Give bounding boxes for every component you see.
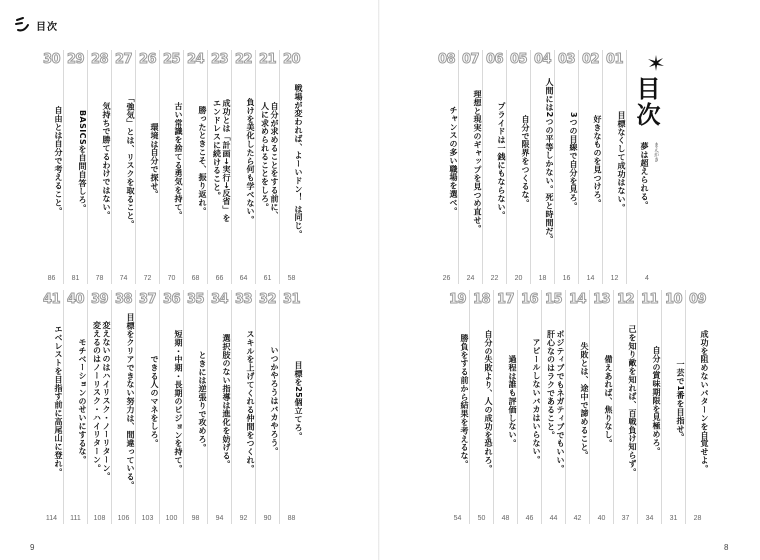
page-header bbox=[14, 16, 58, 34]
entry-title: アピールしないバカはいらない。 bbox=[532, 338, 541, 464]
entry-page: 108 bbox=[93, 515, 106, 522]
toc-entry bbox=[565, 290, 589, 524]
toc-entry bbox=[87, 290, 111, 524]
entry-title: 勝負をする前から結果を考えるな。 bbox=[460, 333, 469, 469]
entry-number: 18 bbox=[472, 292, 491, 307]
entry-page: 70 bbox=[167, 275, 176, 282]
toc-entry bbox=[255, 50, 279, 284]
entry-number: 25 bbox=[162, 52, 181, 67]
entry-title: 目標をクリアできない努力は、間違っている。 bbox=[126, 312, 135, 490]
entry-page: 50 bbox=[477, 515, 486, 522]
entry-title: 成功とは「計画→実行→反省」を エンドレスに続けること。 bbox=[212, 99, 231, 223]
entry-page: 86 bbox=[47, 275, 56, 282]
entry-page: 111 bbox=[70, 515, 81, 522]
entry-number: 06 bbox=[485, 52, 504, 67]
entry-page: 66 bbox=[215, 275, 224, 282]
entry-number: 38 bbox=[114, 292, 133, 307]
entry-number: 11 bbox=[640, 292, 659, 307]
entry-number: 02 bbox=[581, 52, 600, 67]
burst-accent-icon bbox=[647, 54, 665, 72]
toc-entry bbox=[63, 290, 87, 524]
toc-entry bbox=[469, 290, 493, 524]
toc-block-right-top bbox=[435, 50, 667, 284]
entry-number: 40 bbox=[66, 292, 85, 307]
toc-entry bbox=[279, 290, 303, 524]
entry-page: 34 bbox=[645, 515, 654, 522]
preface-page: 4 bbox=[645, 275, 649, 282]
burst-logo-icon bbox=[14, 16, 32, 34]
entry-title: 過程は誰も評価しない。 bbox=[508, 354, 517, 448]
entry-page: 44 bbox=[549, 515, 558, 522]
entry-number: 10 bbox=[664, 292, 683, 307]
entry-title: モチベーションのせいにするな。 bbox=[78, 338, 87, 464]
entry-title: 目標を25個立てろ。 bbox=[294, 361, 303, 441]
entry-page: 40 bbox=[597, 515, 606, 522]
toc-entry bbox=[661, 290, 685, 524]
entry-title: いつかやろうはバカやろう。 bbox=[270, 346, 279, 456]
entry-number: 34 bbox=[210, 292, 229, 307]
toc-entry bbox=[685, 290, 709, 524]
entry-number: 30 bbox=[42, 52, 61, 67]
right-page bbox=[380, 0, 760, 560]
entry-page: 92 bbox=[239, 515, 248, 522]
toc-entry bbox=[207, 290, 231, 524]
entry-title: 自分の賞味期限を見極めろ。 bbox=[652, 346, 661, 456]
entry-title: プライドは一銭にもならない。 bbox=[497, 102, 506, 220]
entry-number: 08 bbox=[437, 52, 456, 67]
entry-number: 03 bbox=[557, 52, 576, 67]
toc-entry bbox=[255, 290, 279, 524]
entry-title: 気持ちで勝てるわけではない。 bbox=[102, 102, 111, 220]
entry-title: できる人のマネをしろ。 bbox=[150, 354, 159, 448]
entry-title: 一芸で1番を目指せ。 bbox=[676, 360, 685, 442]
toc-entry bbox=[458, 50, 482, 284]
entry-page: 16 bbox=[562, 275, 571, 282]
entry-number: 33 bbox=[234, 292, 253, 307]
entry-number: 37 bbox=[138, 292, 157, 307]
entry-title: スキルを上げてくれる仲間をつくれ。 bbox=[246, 329, 255, 473]
entry-title: 選択肢のない指導は進化を妨げる。 bbox=[222, 333, 231, 469]
toc-block-right-bottom bbox=[446, 290, 709, 524]
entry-number: 04 bbox=[533, 52, 552, 67]
entry-page: 64 bbox=[239, 275, 248, 282]
toc-entry bbox=[183, 50, 207, 284]
toc-entry bbox=[111, 50, 135, 284]
toc-entry bbox=[506, 50, 530, 284]
toc-entry bbox=[40, 50, 63, 284]
entry-title: 人間には2つの平等しかない。死と時間だ。 bbox=[545, 78, 554, 244]
entry-title: 負けを美化したら何も学べない。 bbox=[246, 98, 255, 224]
entry-number: 15 bbox=[544, 292, 563, 307]
entry-page: 94 bbox=[215, 515, 224, 522]
entry-page: 98 bbox=[191, 515, 200, 522]
entry-number: 23 bbox=[210, 52, 229, 67]
toc-entry bbox=[87, 50, 111, 284]
toc-heading: 目次 bbox=[632, 76, 660, 128]
entry-title: 古い常識を捨てる勇気を持て。 bbox=[174, 102, 183, 220]
toc-entry bbox=[135, 290, 159, 524]
entry-page: 72 bbox=[143, 275, 152, 282]
entry-number: 09 bbox=[688, 292, 707, 307]
toc-entry bbox=[589, 290, 613, 524]
toc-block-left-top bbox=[40, 50, 303, 284]
entry-number: 31 bbox=[282, 292, 301, 307]
entry-title: 短期・中期・長期のビジョンを持て。 bbox=[174, 329, 183, 473]
entry-number: 41 bbox=[42, 292, 61, 307]
entry-page: 54 bbox=[453, 515, 462, 522]
entry-page: 18 bbox=[538, 275, 547, 282]
entry-title: 戦場が変われば、よーいドン！ は同じ。 bbox=[294, 83, 303, 239]
entry-title: 環境は自分で探せ。 bbox=[150, 123, 159, 199]
entry-number: 22 bbox=[234, 52, 253, 67]
toc-block-left-bottom bbox=[40, 290, 303, 524]
toc-entry bbox=[159, 290, 183, 524]
entry-number: 21 bbox=[258, 52, 277, 67]
toc-entry bbox=[554, 50, 578, 284]
toc-entry bbox=[183, 290, 207, 524]
toc-entry bbox=[135, 50, 159, 284]
entry-number: 28 bbox=[90, 52, 109, 67]
entry-number: 13 bbox=[592, 292, 611, 307]
entry-number: 36 bbox=[162, 292, 181, 307]
entry-number: 01 bbox=[605, 52, 624, 67]
toc-entry bbox=[40, 290, 63, 524]
entry-page: 106 bbox=[117, 515, 130, 522]
entry-number: 07 bbox=[461, 52, 480, 67]
toc-entry bbox=[482, 50, 506, 284]
toc-entry bbox=[231, 50, 255, 284]
entry-number: 39 bbox=[90, 292, 109, 307]
toc-entry bbox=[493, 290, 517, 524]
entry-title: 3つの目線で自分を見ろ。 bbox=[569, 111, 578, 211]
entry-page: 14 bbox=[586, 275, 595, 282]
entry-title: 自由とは自分で考えること。 bbox=[54, 106, 63, 216]
toc-entry bbox=[530, 50, 554, 284]
toc-entry bbox=[279, 50, 303, 284]
entry-title: 理想と現実のギャップを見つめ直せ。 bbox=[473, 89, 482, 233]
page-number-right: 8 bbox=[724, 543, 729, 552]
entry-title: 変えないのはハイリスク・ノーリターン。 変えるのはノーリスク・ハイリターン。 bbox=[92, 321, 111, 481]
entry-page: 74 bbox=[119, 275, 128, 282]
toc-entry bbox=[446, 290, 469, 524]
entry-page: 103 bbox=[141, 515, 154, 522]
entry-number: 16 bbox=[520, 292, 539, 307]
toc-entry bbox=[63, 50, 87, 284]
entry-number: 29 bbox=[66, 52, 85, 67]
entry-number: 19 bbox=[448, 292, 467, 307]
entry-page: 88 bbox=[287, 515, 296, 522]
entry-title: 備えあれば、焦りなし。 bbox=[604, 354, 613, 448]
entry-page: 42 bbox=[573, 515, 582, 522]
entry-number: 32 bbox=[258, 292, 277, 307]
entry-title: 成功を阻めないパターンを自覚せよ。 bbox=[700, 329, 709, 473]
entry-title: ポジティブでもネガティブでもいい。 肝心なのはラクであること。 bbox=[546, 329, 565, 473]
entry-page: 68 bbox=[191, 275, 200, 282]
entry-page: 61 bbox=[263, 275, 272, 282]
entry-number: 14 bbox=[568, 292, 587, 307]
entry-page: 90 bbox=[263, 515, 272, 522]
toc-entry bbox=[541, 290, 565, 524]
entry-page: 26 bbox=[442, 275, 451, 282]
entry-title: ときには逆張りで攻めろ。 bbox=[198, 350, 207, 452]
entry-number: 17 bbox=[496, 292, 515, 307]
entry-title: 目標なくして成功はない。 bbox=[617, 110, 626, 212]
entry-number: 12 bbox=[616, 292, 635, 307]
entry-page: 37 bbox=[621, 515, 630, 522]
entry-page: 48 bbox=[501, 515, 510, 522]
entry-number: 35 bbox=[186, 292, 205, 307]
entry-title: 失敗とは、途中で諦めること。 bbox=[580, 342, 589, 460]
entry-title: 自分で限界をつくるな。 bbox=[521, 114, 530, 208]
entry-page: 46 bbox=[525, 515, 534, 522]
entry-page: 81 bbox=[71, 275, 80, 282]
entry-title: 自分が求めることをする前に、 人に求められることをしろ。 bbox=[260, 102, 279, 220]
toc-entry bbox=[637, 290, 661, 524]
entry-page: 28 bbox=[693, 515, 702, 522]
entry-number: 26 bbox=[138, 52, 157, 67]
entry-title: 「強気」とは、リスクを取ること。 bbox=[126, 93, 135, 229]
entry-number: 05 bbox=[509, 52, 528, 67]
entry-page: 22 bbox=[490, 275, 499, 282]
entry-title: 勝ったときこそ、振り返れ。 bbox=[198, 106, 207, 216]
entry-page: 31 bbox=[669, 515, 678, 522]
header-title: 目次 bbox=[36, 21, 58, 33]
toc-entry bbox=[231, 290, 255, 524]
toc-entry bbox=[517, 290, 541, 524]
toc-entry bbox=[111, 290, 135, 524]
page-number-left: 9 bbox=[30, 543, 35, 552]
entry-page: 78 bbox=[95, 275, 104, 282]
entry-number: 24 bbox=[186, 52, 205, 67]
entry-number: 20 bbox=[282, 52, 301, 67]
preface-title: 夢は超えられる。 bbox=[640, 142, 649, 210]
entry-page: 58 bbox=[287, 275, 296, 282]
toc-entry bbox=[159, 50, 183, 284]
preface-ruby: まえがき bbox=[653, 142, 659, 162]
entry-title: 己を知り敵を知れば、百戦負け知らず。 bbox=[628, 325, 637, 477]
toc-entry bbox=[613, 290, 637, 524]
entry-page: 24 bbox=[466, 275, 475, 282]
toc-entry bbox=[435, 50, 458, 284]
entry-page: 114 bbox=[45, 515, 58, 522]
entry-page: 12 bbox=[610, 275, 619, 282]
toc-entry bbox=[578, 50, 602, 284]
toc-entry bbox=[602, 50, 626, 284]
entry-title: チャンスの多い職場を選べ。 bbox=[449, 106, 458, 216]
toc-heading-column bbox=[626, 50, 667, 284]
toc-entry bbox=[207, 50, 231, 284]
entry-number: 27 bbox=[114, 52, 133, 67]
entry-page: 20 bbox=[514, 275, 523, 282]
entry-title: 自分の失敗より、人の成功を恐れろ。 bbox=[484, 329, 493, 473]
entry-title: BASICSを自問自答しろ。 bbox=[78, 109, 87, 213]
entry-title: エベレストを目指す前に高尾山に登れ。 bbox=[54, 325, 63, 477]
entry-page: 100 bbox=[165, 515, 178, 522]
entry-title: 好きなものを見つけろ。 bbox=[593, 114, 602, 208]
